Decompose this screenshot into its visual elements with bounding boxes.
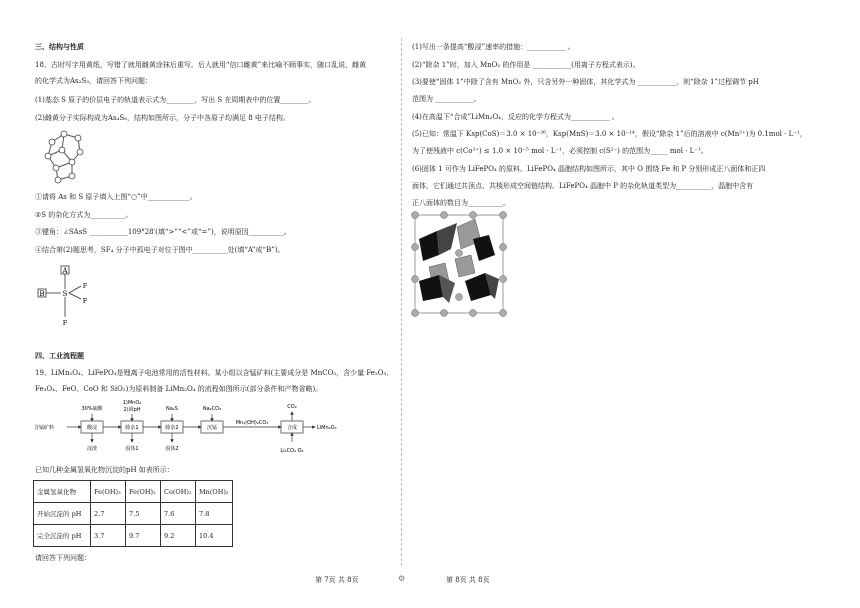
q19-part-5-cont: 为了使残液中 c(Co²⁺) ≤ 1.0 × 10⁻⁵ mol · L⁻¹，必须控制 c(S²⁻) 的范围为_____ mol · L⁻¹。 <box>412 147 708 155</box>
table-cell: 10.4 <box>196 525 233 547</box>
table-cell: 9.2 <box>161 525 196 547</box>
table-cell: 开始沉淀的 pH <box>34 503 91 525</box>
flow-step-synthesis: 合成 <box>286 425 298 431</box>
ph-table <box>33 480 233 547</box>
table-cell: 完全沉淀的 pH <box>34 525 91 547</box>
q19-line-2: Fe₃O₄、FeO、CoO 和 SiO₂)为原料制备 LiMn₂O₄ 的流程如图所示(部分条件和产物省略)。 <box>35 385 323 393</box>
flow-step-precipitate-mn: 沉锰 <box>206 425 218 431</box>
sf4-label-a: A <box>62 267 68 275</box>
flow-solid-2: 固体2 <box>165 446 179 452</box>
table-cell: 7.6 <box>161 503 196 525</box>
table-intro: 已知几种金属氢氧化物沉淀的pH 如表所示： <box>35 466 174 474</box>
flow-reagent-na2co3: Na₂CO₃ <box>202 406 222 412</box>
flow-step-acid-leach: 酸浸 <box>86 425 98 431</box>
q19-part-6: (6)固体 1 可作为 LiFePO₄ 的原料。LiFePO₄ 晶胞结构如图所示，其中 O 围绕 Fe 和 P 分别形成正八面体和正四 <box>412 165 766 173</box>
q19-part-4: (4)在高温下“合成”LiMn₂O₄，反应的化学方程式为___________ 。 <box>412 113 619 121</box>
flow-residue: 浸渣 <box>86 446 98 452</box>
q19-part-6-cont: 面体，它们通过共顶点、共棱形成空间链结构。LiFePO₄ 晶胞中 P 的杂化轨道类型为__________，晶胞中含有 <box>412 182 754 190</box>
table-header-row <box>34 481 233 503</box>
sf4-label-b: B <box>39 290 45 298</box>
table-row <box>34 525 233 547</box>
table-cell: 9.7 <box>126 525 161 547</box>
q18-line-8: ④结合第(2)题思考，SF₄ 分子中孤电子对位于图中__________处(填“A”或“B”)。 <box>35 246 285 254</box>
table-cell: 2.7 <box>91 503 126 525</box>
flow-raw-material: 含锰矿料 <box>34 425 55 431</box>
q19-part-3: (3)要使“固体 1”中除了含有 MnO₂ 外，只含另外一种固体，其化学式为 ___________，则“除杂 1”过程调节 pH <box>412 78 759 86</box>
sf4-label-f3: F <box>62 319 68 327</box>
flow-step-impurity-2: 除杂2 <box>165 425 179 431</box>
table-header-cell: Fe(OH)₃ <box>91 481 126 503</box>
q18-line-3: (1)基态 S 原子的价层电子的轨道表示式为________，写出 S 在周期表中的位置________。 <box>35 96 316 104</box>
flow-reagent-mno2: 1)MnO₂ <box>122 400 142 406</box>
table-cell: 7.5 <box>126 503 161 525</box>
table-cell: 7.8 <box>196 503 233 525</box>
right-page <box>412 0 860 608</box>
process-flow-diagram <box>33 396 337 458</box>
q19-part-5: (5)已知：常温下 Ksp(CoS)＝3.0 × 10⁻²⁶，Ksp(MnS)＝3.0 × 10⁻¹⁴，假设“除杂 1”后的溶液中 c(Mn²⁺)为 0.1mol · L⁻¹， <box>412 130 807 138</box>
page-8-footer: 第 8页 共 8页 <box>446 576 490 584</box>
sf4-label-f1: F <box>82 282 88 290</box>
page-divider <box>401 38 402 566</box>
answer-prompt: 请回答下列问题： <box>35 554 91 562</box>
section-4-heading: 四、工业流程题 <box>35 352 84 360</box>
flow-reagent-ph: 2)调pH <box>123 407 141 413</box>
table-header-cell: Mn(OH)₂ <box>196 481 233 503</box>
flow-reagent-na2s: Na₂S <box>166 406 178 412</box>
q18-line-5: ①请将 As 和 S 原子填入上图“○”中____________。 <box>35 193 197 201</box>
q19-part-3-cont: 范围为 ___________。 <box>412 95 481 103</box>
table-cell: 3.7 <box>91 525 126 547</box>
q18-line-6: ②S 的杂化方式为__________。 <box>35 211 133 219</box>
table-header-cell: Fe(OH)₂ <box>126 481 161 503</box>
table-header-cell: 金属氢氧化物 <box>34 481 91 503</box>
sf4-label-f2: F <box>82 297 88 305</box>
flow-co2: CO₂ <box>287 404 297 410</box>
flow-product: LiMn₂O₄ <box>317 425 337 431</box>
q19-part-1: (1)写出一条提高“酸浸”速率的措施：___________ 。 <box>412 43 575 51</box>
table-header-cell: Co(OH)₂ <box>161 481 196 503</box>
flow-solid-1: 固体1 <box>125 446 139 452</box>
gear-icon: ⚙ <box>398 574 406 583</box>
flow-acid: 30%硫酸 <box>81 406 103 412</box>
q18-line-2: 的化学式为As₂S₃，请回答下列问题： <box>35 77 153 85</box>
flow-step-impurity-1: 除杂1 <box>125 425 139 431</box>
q19-part-6-cont-2: 正八面体的数目为__________。 <box>412 199 510 207</box>
flow-lithium-reagents: Li₂CO₃ O₂ <box>280 448 304 454</box>
table-row <box>34 503 233 525</box>
q18-line-7: ③键角：∠SAsS ___________109°28′(填“>”“<”或“=”)，说明原因__________。 <box>35 228 291 236</box>
q19-line-1: 19、LiMn₂O₄、LiFePO₄是锂离子电池常用的活性材料。某小组以含锰矿料(主要成分是 MnCO₃，含少量 Fe₂O₃、 <box>35 369 394 377</box>
q18-line-4: (2)雌黄分子实际构成为As₄S₆，结构如图所示，分子中各原子均满足 8 电子结构。 <box>35 114 290 122</box>
q18-line-1: 18、古时写字用黄纸，写错了就用雌黄涂抹后重写。后人就用“信口雌黄”来比喻不顾事实，随口乱说，雌黄 <box>35 61 367 69</box>
as4s6-structure-figure <box>38 128 98 188</box>
lifepo4-unit-cell-figure <box>409 209 509 321</box>
q19-part-2: (2)“除杂 1”时，加入 MnO₂ 的作用是 ___________(用离子方程式表示)。 <box>412 61 640 69</box>
sf4-structure-figure <box>34 262 104 330</box>
page-7-footer: 第 7页 共 8页 <box>315 576 359 584</box>
section-3-heading: 三、结构与性质 <box>35 43 84 51</box>
sf4-label-s: S <box>62 290 68 298</box>
flow-intermediate: Mn₂(OH)₂CO₃ <box>235 420 269 426</box>
